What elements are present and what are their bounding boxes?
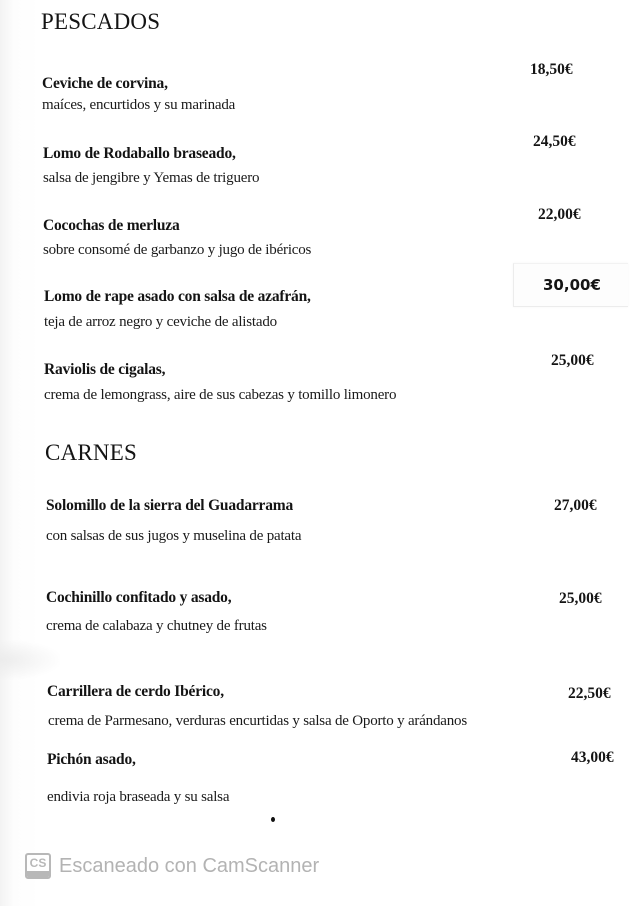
item-price: 27,00€ [554, 497, 597, 514]
item-price: 30,00€ [543, 276, 601, 294]
item-description: teja de arroz negro y ceviche de alistado [44, 314, 277, 330]
item-price: 22,00€ [538, 206, 581, 223]
section-title-pescados: PESCADOS [41, 9, 161, 34]
item-name: Pichón asado, [47, 751, 136, 768]
item-price: 43,00€ [571, 749, 614, 766]
item-price: 18,50€ [530, 61, 573, 78]
item-price: 22,50€ [568, 685, 611, 702]
item-name: Solomillo de la sierra del Guadarrama [46, 497, 294, 514]
item-price: 25,00€ [551, 352, 594, 369]
camscanner-logo-icon: CS [25, 853, 51, 879]
watermark-text: Escaneado con CamScanner [59, 854, 320, 877]
item-price: 25,00€ [559, 590, 602, 607]
item-description: salsa de jengibre y Yemas de triguero [43, 170, 260, 186]
item-name: Ceviche de corvina, [42, 75, 168, 92]
item-description: sobre consomé de garbanzo y jugo de ibéricos [43, 242, 312, 258]
item-description: maíces, encurtidos y su marinada [42, 97, 236, 113]
item-description: con salsas de sus jugos y muselina de patata [46, 528, 302, 544]
item-name: Cocochas de merluza [43, 217, 180, 234]
item-description: endivia roja braseada y su salsa [47, 789, 230, 805]
section-title-carnes: CARNES [45, 440, 137, 465]
scan-smudge [0, 640, 60, 680]
item-description: crema de lemongrass, aire de sus cabezas y tomillo limonero [44, 387, 397, 403]
item-description: crema de calabaza y chutney de frutas [46, 618, 267, 634]
item-name: Carrillera de cerdo Ibérico, [47, 683, 224, 700]
item-name: Lomo de Rodaballo braseado, [43, 145, 236, 162]
item-name: Lomo de rape asado con salsa de azafrán, [44, 288, 311, 305]
item-name: Raviolis de cigalas, [44, 361, 166, 378]
item-name: Cochinillo confitado y asado, [46, 589, 232, 606]
item-description: crema de Parmesano, verduras encurtidas y salsa de Oporto y arándanos [48, 713, 467, 729]
ink-dot [271, 817, 275, 822]
camscanner-watermark [25, 853, 319, 879]
item-price: 24,50€ [533, 133, 576, 150]
